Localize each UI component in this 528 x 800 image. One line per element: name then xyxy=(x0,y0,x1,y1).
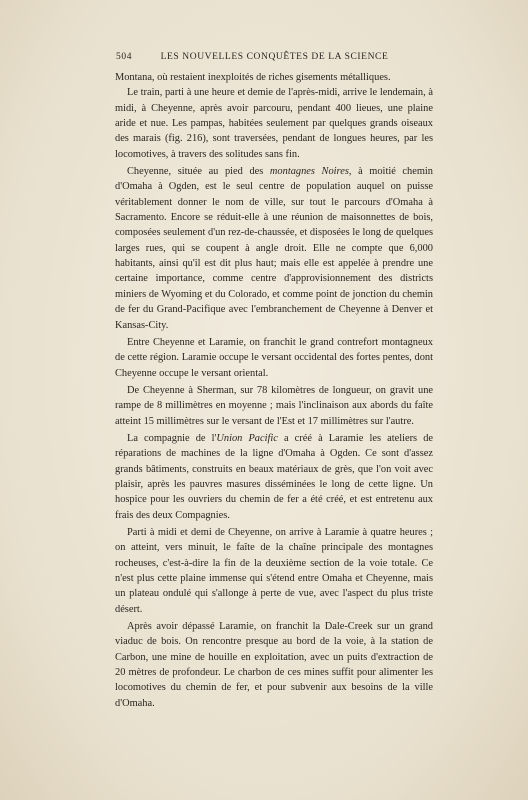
running-title: LES NOUVELLES CONQUÊTES DE LA SCIENCE xyxy=(160,52,389,62)
paragraph-dale-creek: Après avoir dépassé Laramie, on franchit la Dale-Creek sur un grand viaduc de bois. On rencontre presque au bord de la voie, à la station de Carbon, une mine de houille en exploitation, avec un puits d'extraction de 20 mètres de profondeur. Le charbon de ces mines suffit pour alimenter les locomotives du chemin de fer, et pour subvenir aux besoins de la ville d'Omaha. xyxy=(115,621,433,709)
paragraph-sherman: De Cheyenne à Sherman, sur 78 kilomètres de longueur, on gravit une rampe de 8 millimètres en moyenne ; mais l'inclinaison aux abords du faîte atteint 15 millimètres sur le versant de l'Est et 17 millimètres sur l'autre. xyxy=(115,384,433,427)
paragraph-cheyenne xyxy=(115,164,433,333)
cheyenne-text-start: Cheyenne, située au pied des xyxy=(127,166,270,178)
union-italic: Union Pacific xyxy=(216,432,278,444)
paragraph-train: Le train, parti à une heure et demie de l'après-midi, arrive le lendemain, à midi, à Cheyenne, après avoir parcouru, pendant 400 lieues, une plaine aride et nue. Les pampas, habitées seulement par quelques grands oiseaux des marais (fig. 216), sont traversées, pendant de longues heures, par les locomotives, à travers des solitudes sans fin. xyxy=(115,87,433,160)
paragraph-continuation: Montana, où restaient inexploités de riches gisements métalliques. xyxy=(115,72,391,83)
paragraph-union-pacific xyxy=(115,431,433,523)
page-number: 504 xyxy=(116,52,133,62)
cheyenne-text-end: , à moitié chemin d'Omaha à Ogden, est le seul centre de population auquel on puisse véritablement donner le nom de ville, sur tout le parcours d'Omaha à Sacramento. Encore se réduit-elle à une réunion de maisonnettes de bois, composées seulement d'un rez-de-chaussée, et disposées le long de quelques larges rues, qui se coupent à angle droit. Elle ne compte que 6,000 habitants, ainsi qu'il est dit plus haut; mais elle est appelée à prendre une certaine importance, comme centre d'approvisionnement des districts miniers de Wyoming et du Colorado, et comme point de jonction du chemin de fer du Grand-Pacifique avec l'embranchement de Cheyenne à Denver et Kansas-City. xyxy=(115,166,434,331)
union-text-start: La compagnie de l' xyxy=(127,432,217,444)
running-header xyxy=(116,52,433,66)
union-text-end: a créé à Laramie les ateliers de réparations de machines de la ligne d'Omaha à Ogden. Ce sont d'assez grands bâtiments, construits en beaux matériaux de grès, que l'on voit avec plaisir, après les pauvres masures disséminées le long de cette ligne. Un hospice pour les ouvriers du chemin de fer a été créé, et est entretenu aux frais des deux Compagnies. xyxy=(115,432,433,521)
cheyenne-italic: montagnes Noires xyxy=(269,166,349,178)
paragraph-laramie: Entre Cheyenne et Laramie, on franchit le grand contrefort montagneux de cette région. Laramie occupe le versant occidental des fortes pentes, dont Cheyenne occupe le versant oriental. xyxy=(115,336,433,379)
page-body xyxy=(115,70,433,711)
paragraph-midi: Parti à midi et demi de Cheyenne, on arrive à Laramie à quatre heures ; on atteint, vers minuit, le faîte de la chaîne principale des montagnes rocheuses, c'est-à-dire la fin de la deuxième section de la voie totale. Ce n'est plus cette plaine immense qui s'étend entre Omaha et Cheyenne, mais un plateau ondulé qui s'allonge à perte de vue, avec l'aspect du plus triste désert. xyxy=(115,526,433,615)
